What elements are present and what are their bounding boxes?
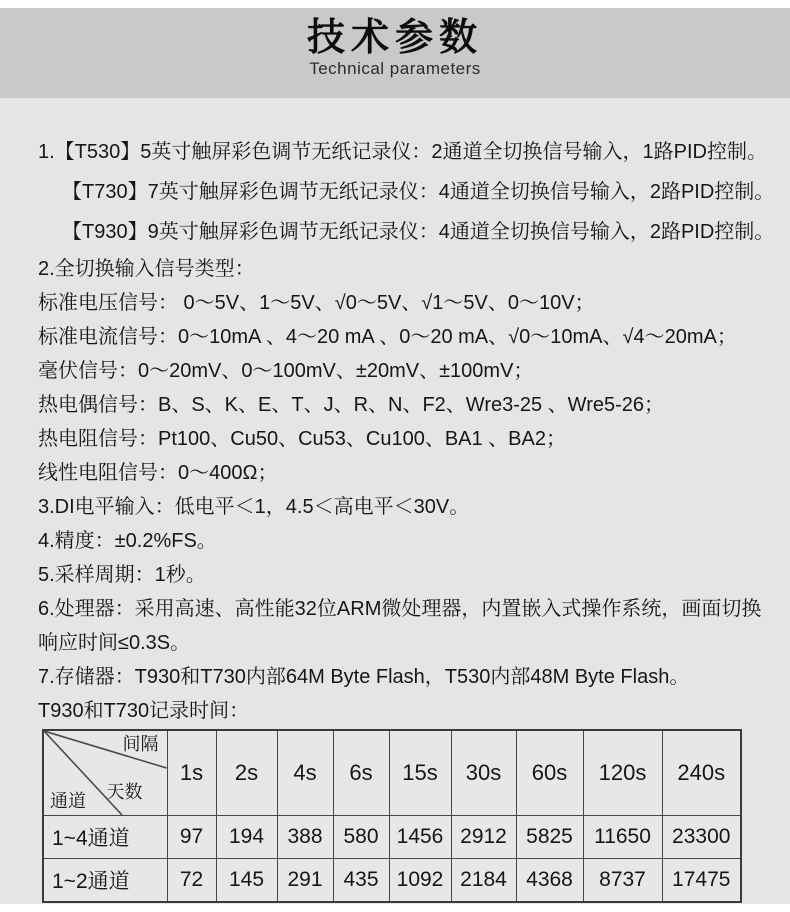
- spec-line-signal-types: 2.全切换输入信号类型：: [38, 258, 255, 280]
- table-cell: 5825: [516, 816, 583, 859]
- interval-header-cell: 4s: [277, 730, 333, 816]
- spec-line-processor: 6.处理器：采用高速、高性能32位ARM微处理器，内置嵌入式操作系统，画面切换: [38, 598, 762, 620]
- spec-line-di-level: 3.DI电平输入：低电平＜1，4.5＜高电平＜30V。: [38, 496, 470, 518]
- table-cell: 435: [333, 859, 389, 903]
- spec-content: [0, 98, 790, 904]
- table-cell: 194: [216, 816, 277, 859]
- table-cell: 4368: [516, 859, 583, 903]
- table-cell: 291: [277, 859, 333, 903]
- record-time-table: [42, 729, 742, 903]
- table-cell: 23300: [662, 816, 741, 859]
- interval-header-cell: 120s: [583, 730, 662, 816]
- interval-header-cell: 6s: [333, 730, 389, 816]
- spec-line-response-time: 响应时间≤0.3S。: [38, 632, 191, 654]
- table-cell: 11650: [583, 816, 662, 859]
- corner-label-days: 天数: [106, 782, 143, 802]
- spec-line-sampling: 5.采样周期：1秒。: [38, 564, 206, 586]
- spec-line-t730: 【T730】7英寸触屏彩色调节无纸记录仪：4通道全切换信号输入，2路PID控制。: [62, 181, 775, 203]
- table-cell: 17475: [662, 859, 741, 903]
- table-cell: 8737: [583, 859, 662, 903]
- page-title: 技术参数: [306, 17, 483, 59]
- table-cell: 72: [167, 859, 216, 903]
- spec-line-voltage: 标准电压信号： 0～5V、1～5V、√0～5V、√1～5V、0～10V；: [38, 292, 595, 314]
- table-cell: 2184: [451, 859, 516, 903]
- spec-line-current: 标准电流信号：0～10mA 、4～20 mA 、0～20 mA、√0～10mA、√4～20mA；: [38, 326, 737, 348]
- table-cell: 1092: [389, 859, 451, 903]
- interval-header-cell: 1s: [167, 730, 216, 816]
- interval-header-cell: 60s: [516, 730, 583, 816]
- table-cell: 580: [333, 816, 389, 859]
- row-label: 1~4通道: [43, 816, 167, 859]
- interval-header-cell: 2s: [216, 730, 277, 816]
- spec-line-accuracy: 4.精度：±0.2%FS。: [38, 530, 217, 552]
- table-cell: 1456: [389, 816, 451, 859]
- title-banner: [0, 8, 790, 98]
- table-cell: 388: [277, 816, 333, 859]
- table-row-ch1-4: [43, 816, 741, 859]
- table-cell: 145: [216, 859, 277, 903]
- table-cell: 97: [167, 816, 216, 859]
- diagonal-corner-cell: [43, 730, 167, 816]
- corner-label-channel: 通道: [50, 791, 86, 811]
- spec-line-millivolt: 毫伏信号：0～20mV、0～100mV、±20mV、±100mV；: [38, 360, 534, 382]
- interval-header-cell: 30s: [451, 730, 516, 816]
- interval-header-cell: 15s: [389, 730, 451, 816]
- spec-line-t530: 1.【T530】5英寸触屏彩色调节无纸记录仪：2通道全切换信号输入，1路PID控制。: [38, 141, 767, 163]
- table-header-row: [43, 730, 741, 816]
- corner-label-interval: 间隔: [122, 734, 159, 754]
- table-row-ch1-2: [43, 859, 741, 903]
- spec-line-record-time-title: T930和T730记录时间：: [38, 700, 250, 722]
- spec-line-linear-resistance: 线性电阻信号：0～400Ω；: [38, 462, 278, 484]
- table-cell: 2912: [451, 816, 516, 859]
- interval-header-cell: 240s: [662, 730, 741, 816]
- spec-line-rtd: 热电阻信号：Pt100、Cu50、Cu53、Cu100、BA1 、BA2；: [38, 428, 566, 450]
- spec-line-memory: 7.存储器：T930和T730内部64M Byte Flash，T530内部48M Byte Flash。: [38, 666, 690, 688]
- row-label: 1~2通道: [43, 859, 167, 903]
- page-subtitle: Technical parameters: [309, 59, 481, 78]
- spec-line-thermocouple: 热电偶信号：B、S、K、E、T、J、R、N、F2、Wre3-25 、Wre5-26；: [38, 394, 665, 416]
- spec-line-t930: 【T930】9英寸触屏彩色调节无纸记录仪：4通道全切换信号输入，2路PID控制。: [62, 221, 775, 243]
